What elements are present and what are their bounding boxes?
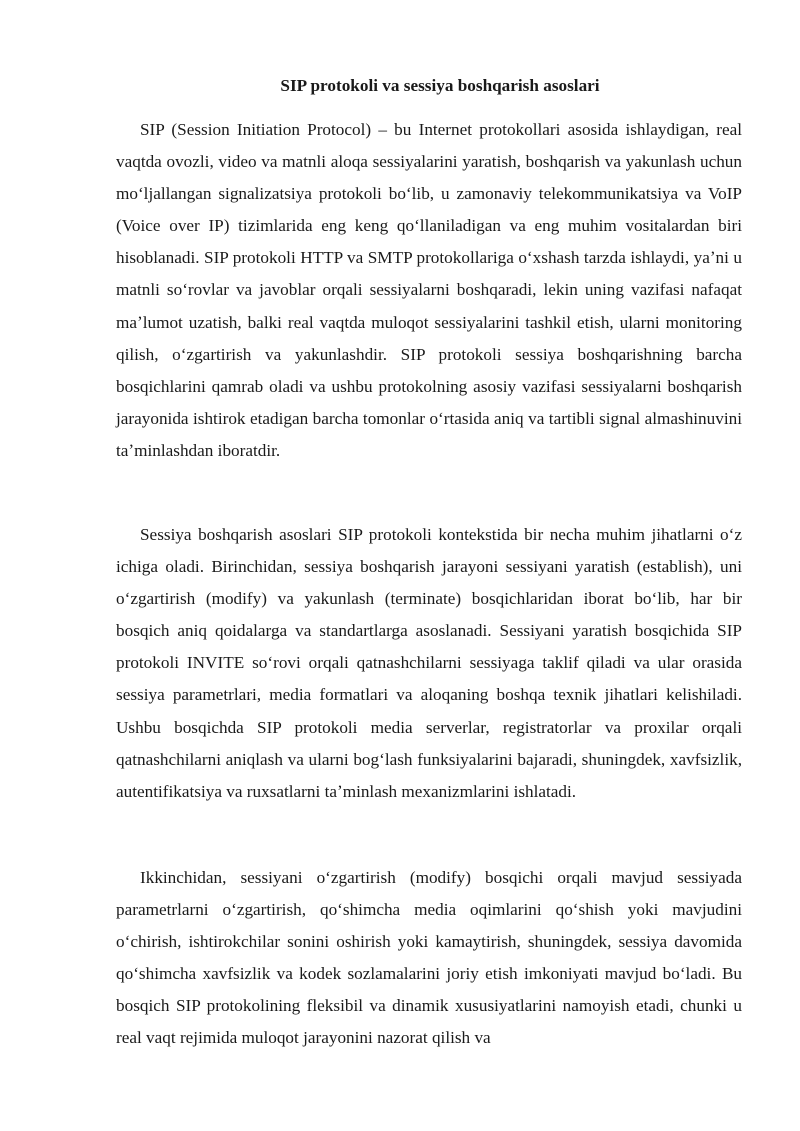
document-title: SIP protokoli va sessiya boshqarish asoslari [280, 76, 600, 95]
paragraph: Sessiya boshqarish asoslari SIP protokoli kontekstida bir necha muhim jihatlarni oʻz ichiga oladi. Birinchidan, sessiya boshqarish jarayoni sessiyani yaratish (establish), uni oʻzgartirish (modify) va yakunlash (terminate) bosqichlaridan iborat boʻlib, har bir bosqich aniq qoidalarga va standartlarga asoslanadi. Sessiyani yaratish bosqichida SIP protokoli INVITE soʻrovi orqali qatnashchilarni sessiyaga taklif qiladi va ular orasida sessiya parametrlari, media formatlari va aloqaning boshqa texnik jihatlari kelishiladi. Ushbu bosqichda SIP protokoli media serverlar, registratorlar va proxilar orqali qatnashchilarni aniqlash va ularni bogʻlash funksiyalarini bajaradi, shuningdek, xavfsizlik, autentifikatsiya va ruxsatlarni taʼminlash mexanizmlarini ishlatadi. [116, 525, 742, 801]
paragraph: SIP (Session Initiation Protocol) – bu Internet protokollari asosida ishlaydigan, real vaqtda ovozli, video va matnli aloqa sessiyalarini yaratish, boshqarish va yakunlash uchun moʻljallangan signalizatsiya protokoli boʻlib, u zamonaviy telekommunikatsiya va VoIP (Voice over IP) tizimlarida eng keng qoʻllaniladigan va eng muhim vositalardan biri hisoblanadi. SIP protokoli HTTP va SMTP protokollariga oʻxshash tarzda ishlaydi, yaʼni u matnli soʻrovlar va javoblar orqali sessiyalarni boshqaradi, lekin uning vazifasi nafaqat maʼlumot uzatish, balki real vaqtda muloqot sessiyalarini tashkil etish, ularni monitoring qilish, oʻzgartirish va yakunlashdir. SIP protokoli sessiya boshqarishning barcha bosqichlarini qamrab oladi va ushbu protokolning asosiy vazifasi sessiyalarni boshqarish jarayonida ishtirok etadigan barcha tomonlar oʻrtasida aniq va tartibli signal almashinuvini taʼminlashdan iboratdir. [116, 120, 742, 460]
paragraph: Ikkinchidan, sessiyani oʻzgartirish (modify) bosqichi orqali mavjud sessiyada parametrlarni oʻzgartirish, qoʻshimcha media oqimlarini qoʻshish yoki mavjudini oʻchirish, ishtirokchilar sonini oshirish yoki kamaytirish, shuningdek, sessiya davomida qoʻshimcha xavfsizlik va kodek sozlamalarini joriy etish imkoniyati mavjud boʻladi. Bu bosqich SIP protokolining fleksibil va dinamik xususiyatlarini namoyish etadi, chunki u real vaqt rejimida muloqot jarayonini nazorat qilish va [116, 868, 742, 1048]
